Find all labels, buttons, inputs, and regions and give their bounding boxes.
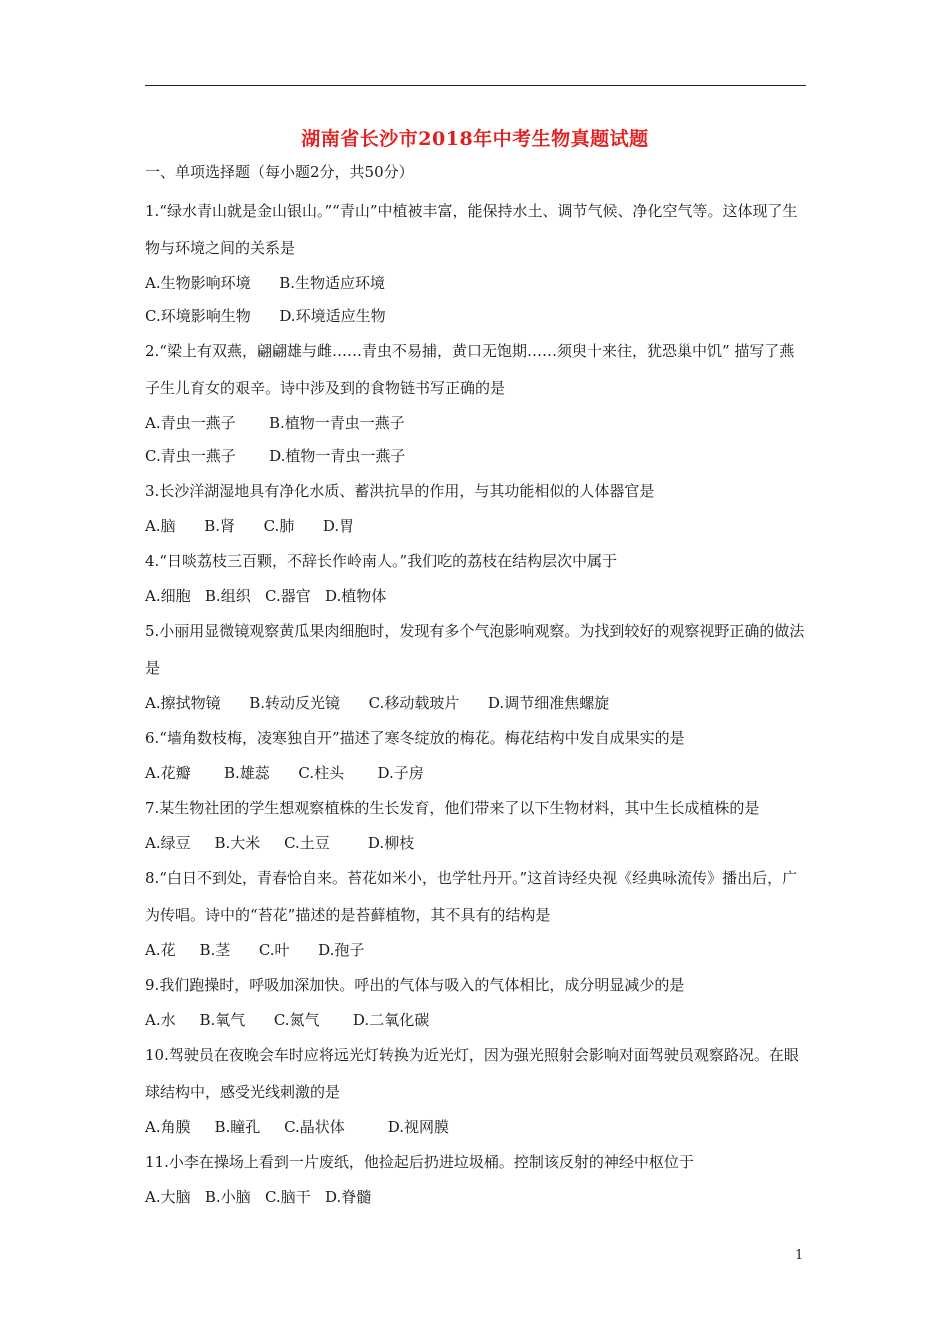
question-stem: 9.我们跑操时，呼吸加深加快。呼出的气体与吸入的气体相比，成分明显减少的是 [145, 976, 685, 994]
question-options: A.花瓣 B.雄蕊 C.柱头 D.子房 [145, 764, 424, 782]
question-options: A.角膜 B.瞳孔 C.晶状体 D.视网膜 [145, 1118, 449, 1136]
question-stem: 3.长沙洋湖湿地具有净化水质、蓄洪抗旱的作用，与其功能相似的人体器官是 [145, 482, 655, 500]
question-4 [145, 543, 807, 613]
header-rule [145, 85, 806, 86]
page-title: 湖南省长沙市2018年中考生物真题试题 [301, 128, 649, 150]
question-options: A.青虫一燕子 B.植物一青虫一燕子 [145, 414, 405, 432]
question-stem: 5.小丽用显微镜观察黄瓜果肉细胞时，发现有多个气泡影响观察。为找到较好的观察视野正确的做法是 [145, 622, 805, 677]
question-1 [145, 193, 807, 333]
section-heading: 一、单项选择题（每小题2分，共50分） [145, 163, 414, 181]
question-options: A.花 B.茎 C.叶 D.孢子 [145, 941, 365, 959]
question-options: A.绿豆 B.大米 C.土豆 D.柳枝 [145, 834, 415, 852]
question-stem: 6.“墙角数枝梅，凌寒独自开”描述了寒冬绽放的梅花。梅花结构中发自成果实的是 [145, 729, 685, 747]
question-6 [145, 720, 807, 790]
question-5 [145, 613, 807, 720]
question-11 [145, 1144, 807, 1214]
question-2 [145, 333, 807, 473]
question-options: A.细胞 B.组织 C.器官 D.植物体 [145, 587, 387, 605]
question-stem: 11.小李在操场上看到一片废纸，他捡起后扔进垃圾桶。控制该反射的神经中枢位于 [145, 1153, 694, 1171]
question-options: A.脑 B.肾 C.肺 D.胃 [145, 517, 355, 535]
question-9 [145, 967, 807, 1037]
question-stem: 10.驾驶员在夜晚会车时应将远光灯转换为近光灯，因为强光照射会影响对面驾驶员观察路况。在眼球结构中，感受光线刺激的是 [145, 1046, 799, 1101]
question-stem: 2.“梁上有双燕，翩翩雄与雌……青虫不易捕，黄口无饱期……须臾十来往，犹恐巢中饥” 描写了燕子生儿育女的艰辛。诗中涉及到的食物链书写正确的是 [145, 342, 795, 397]
exam-content [145, 160, 807, 1214]
page-number: 1 [795, 1248, 804, 1263]
question-options: A.擦拭物镜 B.转动反光镜 C.移动载玻片 D.调节细准焦螺旋 [145, 694, 610, 712]
question-stem: 4.“日啖荔枝三百颗，不辞长作岭南人。”我们吃的荔枝在结构层次中属于 [145, 552, 618, 570]
question-stem: 7.某生物社团的学生想观察植株的生长发育，他们带来了以下生物材料，其中生长成植株的是 [145, 799, 760, 817]
question-7 [145, 790, 807, 860]
question-options: A.水 B.氧气 C.氮气 D.二氧化碳 [145, 1011, 430, 1029]
question-options: C.青虫一燕子 D.植物一青虫一燕子 [145, 447, 406, 465]
question-options: A.大脑 B.小脑 C.脑干 D.脊髓 [145, 1188, 372, 1206]
question-10 [145, 1037, 807, 1144]
question-options: C.环境影响生物 D.环境适应生物 [145, 307, 386, 325]
question-stem: 1.“绿水青山就是金山银山。”“青山”中植被丰富，能保持水土、调节气候、净化空气等。这体现了生物与环境之间的关系是 [145, 202, 798, 257]
question-8 [145, 860, 807, 967]
question-stem: 8.“白日不到处，青春恰自来。苔花如米小，也学牡丹开。”这首诗经央视《经典咏流传》播出后，广为传唱。诗中的“苔花”描述的是苔藓植物，其不具有的结构是 [145, 869, 798, 924]
question-3 [145, 473, 807, 543]
question-options: A.生物影响环境 B.生物适应环境 [145, 274, 386, 292]
